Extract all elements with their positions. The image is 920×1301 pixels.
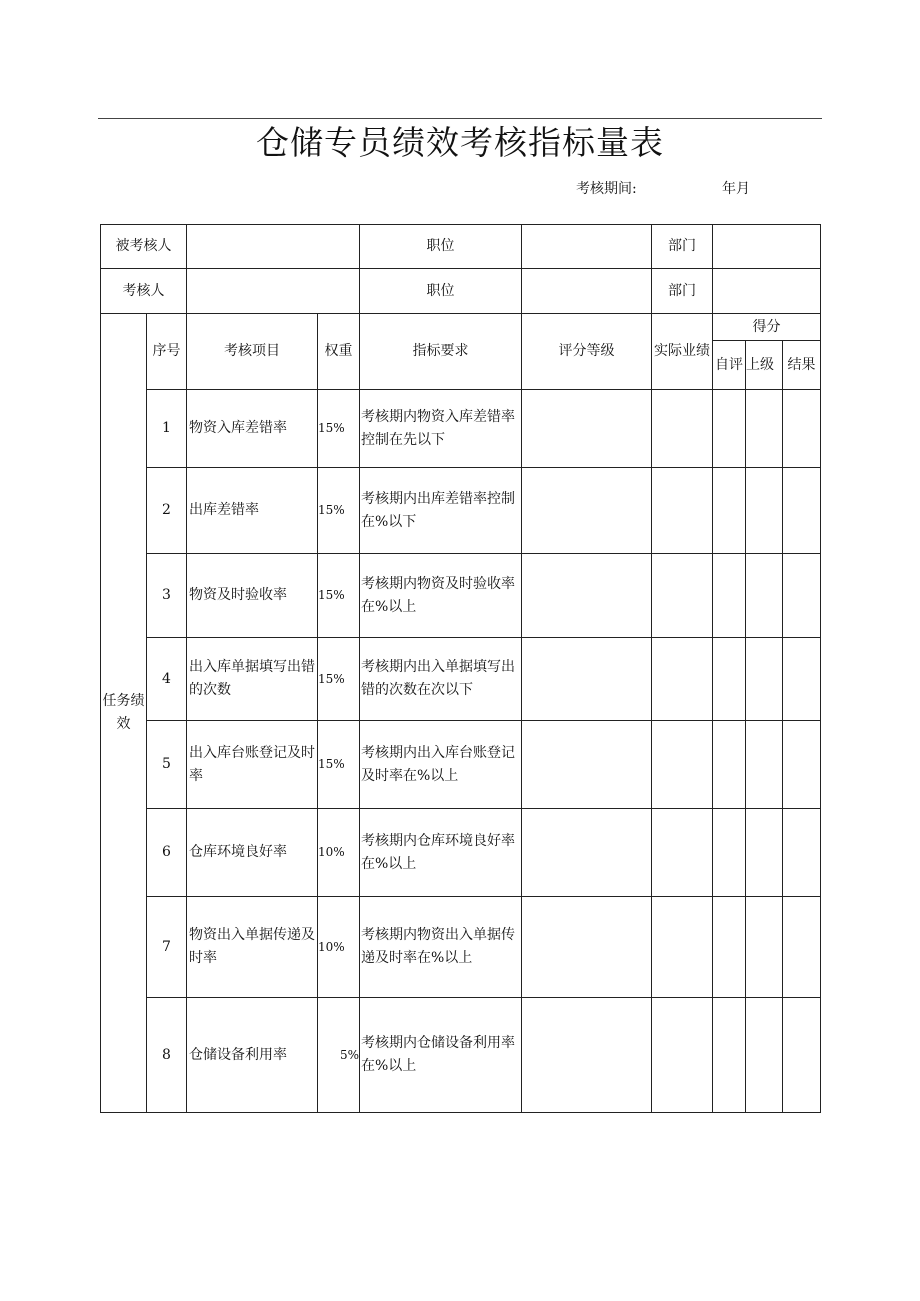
row-grade-cell[interactable] [522,390,652,468]
row-weight: 15% [318,721,360,809]
section-label: 任务绩效 [101,314,147,1113]
col-requirement: 指标要求 [360,314,522,390]
col-self: 自评 [713,341,746,390]
row-requirement: 考核期内出库差错率控制在%以下 [360,468,522,554]
row-weight: 10% [318,809,360,897]
col-grade: 评分等级 [522,314,652,390]
row-actual-cell[interactable] [652,897,713,998]
row-actual-cell[interactable] [652,468,713,554]
row-actual-cell[interactable] [652,638,713,721]
evaluator-dept-field[interactable] [713,269,821,314]
row-seq: 4 [147,638,187,721]
row-result-cell[interactable] [783,390,821,468]
table-row [101,554,821,638]
row-seq: 5 [147,721,187,809]
row-superior-score-cell[interactable] [746,390,783,468]
col-score: 得分 [713,314,821,341]
evaluatee-dept-field[interactable] [713,225,821,269]
col-weight: 权重 [318,314,360,390]
col-superior: 上级 [746,341,783,390]
col-actual: 实际业绩 [652,314,713,390]
table-row [101,809,821,897]
table-row [101,638,821,721]
row-grade-cell[interactable] [522,721,652,809]
row-weight: 10% [318,897,360,998]
row-seq: 8 [147,998,187,1113]
evaluatee-name-field[interactable] [187,225,360,269]
row-seq: 2 [147,468,187,554]
evaluator-dept-label: 部门 [652,269,713,314]
row-requirement: 考核期内仓库环境良好率在%以上 [360,809,522,897]
row-self-score-cell[interactable] [713,468,746,554]
row-superior-score-cell[interactable] [746,638,783,721]
row-item: 出入库台账登记及时率 [187,721,318,809]
row-seq: 3 [147,554,187,638]
evaluatee-row [101,225,821,269]
row-superior-score-cell[interactable] [746,721,783,809]
row-weight: 15% [318,390,360,468]
row-superior-score-cell[interactable] [746,897,783,998]
row-grade-cell[interactable] [522,554,652,638]
row-weight: 15% [318,554,360,638]
row-superior-score-cell[interactable] [746,809,783,897]
row-actual-cell[interactable] [652,554,713,638]
row-result-cell[interactable] [783,897,821,998]
table-row [101,998,821,1113]
row-result-cell[interactable] [783,809,821,897]
row-self-score-cell[interactable] [713,554,746,638]
row-item: 仓库环境良好率 [187,809,318,897]
row-grade-cell[interactable] [522,897,652,998]
evaluation-table [100,224,821,1113]
page-title: 仓储专员绩效考核指标量表 [256,123,664,162]
row-seq: 1 [147,390,187,468]
row-result-cell[interactable] [783,998,821,1113]
evaluatee-label: 被考核人 [101,225,187,269]
row-item: 物资及时验收率 [187,554,318,638]
row-item: 出库差错率 [187,468,318,554]
row-self-score-cell[interactable] [713,390,746,468]
row-weight: 15% [318,468,360,554]
table-row [101,468,821,554]
evaluator-row [101,269,821,314]
evaluatee-dept-label: 部门 [652,225,713,269]
row-grade-cell[interactable] [522,468,652,554]
row-requirement: 考核期内出入单据填写出错的次数在次以下 [360,638,522,721]
row-result-cell[interactable] [783,721,821,809]
row-actual-cell[interactable] [652,721,713,809]
row-grade-cell[interactable] [522,638,652,721]
evaluator-label: 考核人 [101,269,187,314]
row-result-cell[interactable] [783,468,821,554]
row-grade-cell[interactable] [522,998,652,1113]
row-seq: 6 [147,809,187,897]
evaluatee-position-field[interactable] [522,225,652,269]
row-self-score-cell[interactable] [713,998,746,1113]
row-seq: 7 [147,897,187,998]
row-requirement: 考核期内物资及时验收率在%以上 [360,554,522,638]
row-actual-cell[interactable] [652,809,713,897]
row-actual-cell[interactable] [652,390,713,468]
row-self-score-cell[interactable] [713,638,746,721]
evaluatee-position-label: 职位 [360,225,522,269]
row-grade-cell[interactable] [522,809,652,897]
row-weight: 5% [318,998,360,1113]
row-item: 出入库单据填写出错的次数 [187,638,318,721]
row-requirement: 考核期内仓储设备利用率在%以上 [360,998,522,1113]
table-row [101,390,821,468]
row-requirement: 考核期内出入库台账登记及时率在%以上 [360,721,522,809]
row-self-score-cell[interactable] [713,897,746,998]
row-self-score-cell[interactable] [713,721,746,809]
top-rule [98,118,822,119]
table-row [101,721,821,809]
column-header-row [101,314,821,341]
period-unit: 年月 [722,181,750,197]
period-label: 考核期间: [576,181,637,197]
row-actual-cell[interactable] [652,998,713,1113]
row-self-score-cell[interactable] [713,809,746,897]
evaluator-position-label: 职位 [360,269,522,314]
col-result: 结果 [783,341,821,390]
row-weight: 15% [318,638,360,721]
row-item: 物资入库差错率 [187,390,318,468]
row-item: 物资出入单据传递及时率 [187,897,318,998]
row-superior-score-cell[interactable] [746,468,783,554]
evaluator-position-field[interactable] [522,269,652,314]
table-row [101,897,821,998]
row-requirement: 考核期内物资出入单据传递及时率在%以上 [360,897,522,998]
row-superior-score-cell[interactable] [746,998,783,1113]
row-item: 仓储设备利用率 [187,998,318,1113]
evaluator-name-field[interactable] [187,269,360,314]
col-seq: 序号 [147,314,187,390]
col-item: 考核项目 [187,314,318,390]
row-result-cell[interactable] [783,554,821,638]
row-requirement: 考核期内物资入库差错率控制在先以下 [360,390,522,468]
row-superior-score-cell[interactable] [746,554,783,638]
row-result-cell[interactable] [783,638,821,721]
